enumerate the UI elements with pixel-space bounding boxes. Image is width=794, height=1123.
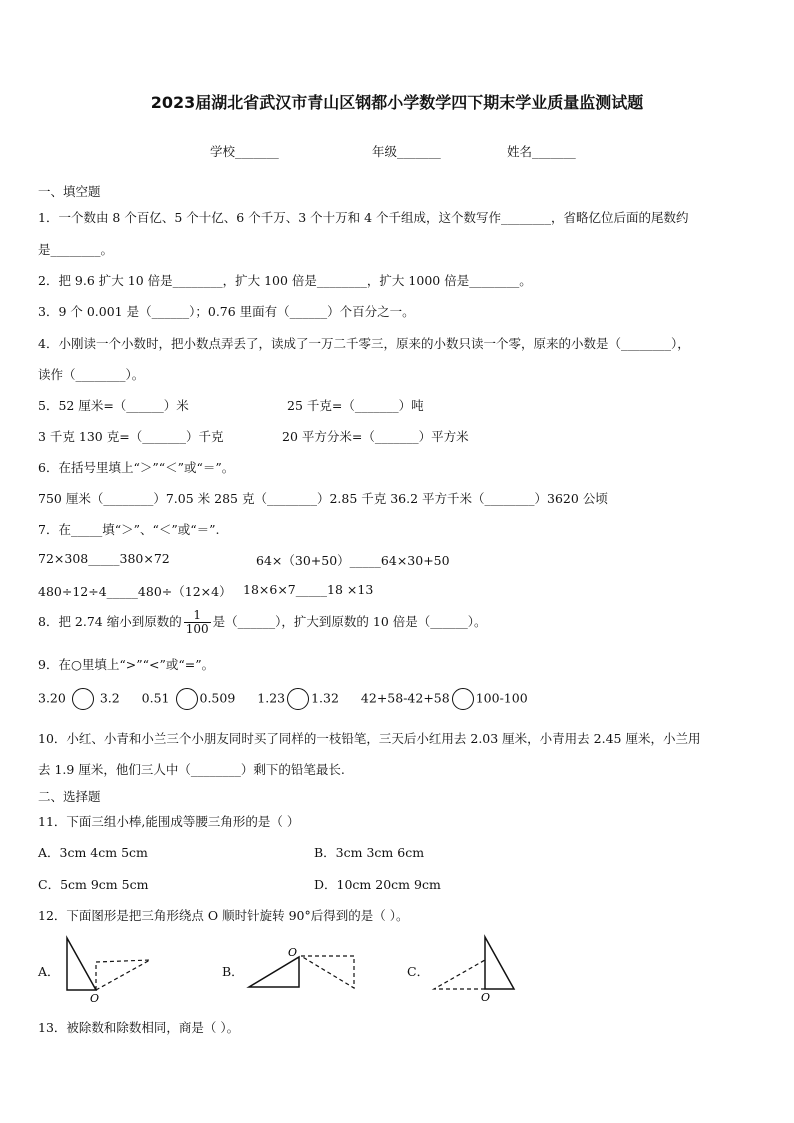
compare-circle-4[interactable] xyxy=(452,688,474,710)
question-7-item-3: 480÷12÷4_____480÷（12×4） xyxy=(38,584,232,599)
question-11: 11．下面三组小棒,能围成等腰三角形的是（ ） xyxy=(38,814,300,829)
fraction xyxy=(184,609,211,636)
question-7-item-4: 18×6×7_____18 ×13 xyxy=(243,582,374,597)
q9-right-3: 1.32 xyxy=(311,690,339,706)
compare-circle-2[interactable] xyxy=(176,688,198,710)
question-7: 7．在_____填“＞”、“＜”或“＝”. xyxy=(38,522,220,537)
question-4-line-1: 4．小刚读一个小数时，把小数点弄丢了，读成了一万二千零三，原来的小数只读一个零，原来的小数是（________）， xyxy=(38,336,690,351)
point-o-label: O xyxy=(90,992,100,1004)
compare-circle-3[interactable] xyxy=(287,688,309,710)
q9-left-1: 3.20 xyxy=(38,690,66,706)
q9-right-2: 0.509 xyxy=(199,690,236,706)
option-12-c-label[interactable]: C． xyxy=(407,964,430,979)
question-7-item-1: 72×308_____380×72 xyxy=(38,551,170,566)
compare-circle-1[interactable] xyxy=(72,688,94,710)
question-4-line-2: 读作（________）。 xyxy=(38,367,145,382)
question-6: 6．在括号里填上“＞”“＜”或“＝”。 xyxy=(38,460,235,475)
page-title: 2023届湖北省武汉市青山区钢都小学数学四下期末学业质量监测试题 xyxy=(150,93,644,112)
grade-field[interactable]: 年级_______ xyxy=(372,144,441,159)
triangle-figure-b xyxy=(244,944,364,996)
question-10-line-2: 去 1.9 厘米，他们三人中（________）剩下的铅笔最长. xyxy=(38,762,345,777)
option-11-b[interactable]: B．3cm 3cm 6cm xyxy=(314,845,425,860)
fraction-denominator: 100 xyxy=(185,622,209,636)
question-5-item-2: 25 千克=（_______）吨 xyxy=(287,398,424,413)
question-10-line-1: 10．小红、小青和小兰三个小朋友同时买了同样的一枝铅笔，三天后小红用去 2.03 厘米，小青用去 2.45 厘米，小兰用 xyxy=(38,731,701,746)
point-o-label: O xyxy=(288,946,298,959)
question-1-line-2: 是________。 xyxy=(38,242,114,257)
question-8-suffix: 是（______），扩大到原数的 10 倍是（______）。 xyxy=(212,614,487,629)
question-5-item-3: 3 千克 130 克=（_______）千克 xyxy=(38,429,224,444)
section-fill-blank-heading: 一、填空题 xyxy=(38,184,101,199)
question-9-items xyxy=(38,688,528,710)
name-field[interactable]: 姓名_______ xyxy=(507,144,576,159)
question-3: 3．9 个 0.001 是（______）；0.76 里面有（______）个百分之一。 xyxy=(38,304,415,319)
question-5-item-4: 20 平方分米=（_______）平方米 xyxy=(282,429,469,444)
question-2: 2．把 9.6 扩大 10 倍是________，扩大 100 倍是________，扩大 1000 倍是________。 xyxy=(38,273,532,288)
question-9: 9．在○里填上“>”“<”或“=”。 xyxy=(38,657,215,672)
option-11-a[interactable]: A．3cm 4cm 5cm xyxy=(38,845,148,860)
fraction-numerator: 1 xyxy=(184,609,211,623)
option-12-b-label[interactable]: B． xyxy=(222,964,244,979)
q9-left-3: 1.23 xyxy=(257,690,286,706)
q9-left-2: 0.51 xyxy=(141,690,170,706)
question-5-item-1: 5．52 厘米=（______）米 xyxy=(38,398,189,413)
question-8 xyxy=(38,609,487,636)
q9-left-4: 42+58-42+58 xyxy=(360,690,450,706)
question-7-item-2: 64×（30+50）_____64×30+50 xyxy=(256,553,450,568)
question-13: 13．被除数和除数相同，商是（ ）。 xyxy=(38,1020,240,1035)
question-1-line-1: 1．一个数由 8 个百亿、5 个十亿、6 个千万、3 个十万和 4 个千组成，这个数写作________，省略亿位后面的尾数约 xyxy=(38,210,689,225)
question-8-prefix: 8．把 2.74 缩小到原数的 xyxy=(38,614,182,629)
q9-right-4: 100-100 xyxy=(475,690,528,706)
option-11-c[interactable]: C．5cm 9cm 5cm xyxy=(38,877,149,892)
point-o-label: O xyxy=(481,991,491,1004)
option-11-d[interactable]: D．10cm 20cm 9cm xyxy=(314,877,441,892)
triangle-figure-a xyxy=(60,932,160,1004)
option-12-a-label[interactable]: A． xyxy=(38,964,60,979)
section-choice-heading: 二、选择题 xyxy=(38,789,101,804)
question-6-items: 750 厘米（________）7.05 米 285 克（________）2.85 千克 36.2 平方千米（________）3620 公顷 xyxy=(38,491,608,506)
q9-right-1: 3.2 xyxy=(99,690,120,706)
question-12: 12．下面图形是把三角形绕点 O 顺时针旋转 90°后得到的是（ ）。 xyxy=(38,908,409,923)
school-field[interactable]: 学校_______ xyxy=(210,144,279,159)
triangle-figure-c xyxy=(428,932,528,1004)
